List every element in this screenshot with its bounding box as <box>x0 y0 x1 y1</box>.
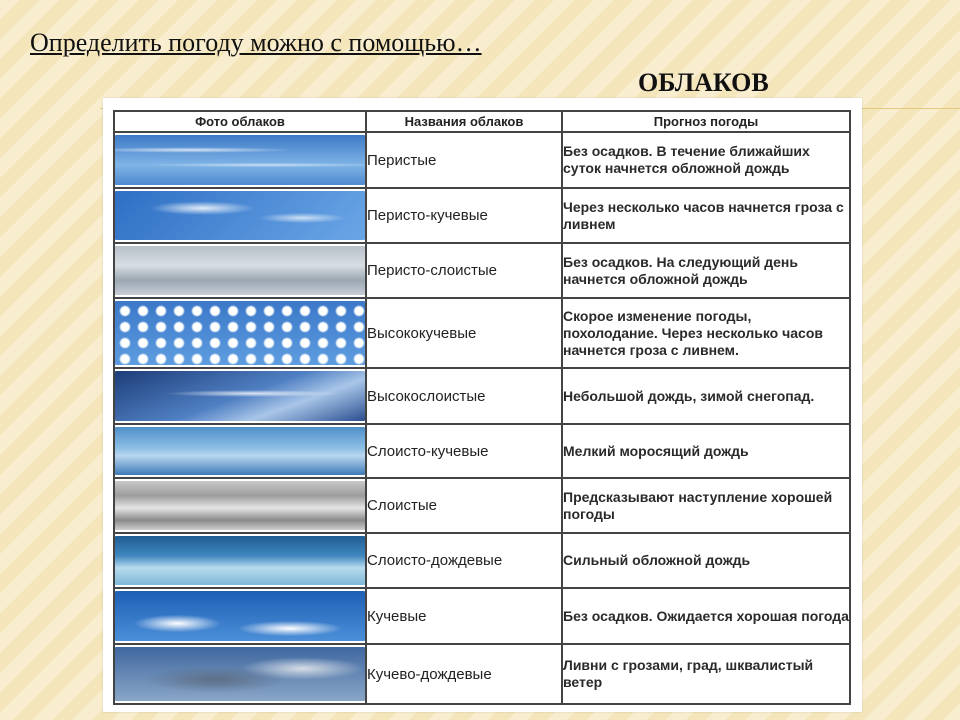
table-row <box>114 243 850 298</box>
photo-cell <box>114 243 366 298</box>
photo-cell <box>114 298 366 368</box>
table-row <box>114 478 850 533</box>
cloud-forecast: Скорое изменение погоды, похолодание. Через несколько часов начнется гроза с ливнем. <box>562 298 850 368</box>
cloud-forecast: Без осадков. Ожидается хорошая погода <box>562 588 850 644</box>
cloud-photo <box>115 536 365 585</box>
cloud-photo <box>115 371 365 421</box>
cloud-name: Перисто-слоистые <box>366 243 562 298</box>
table-card <box>103 98 862 712</box>
photo-cell <box>114 368 366 424</box>
photo-cell <box>114 424 366 478</box>
table-header-row <box>114 111 850 132</box>
table-row <box>114 132 850 188</box>
header-forecast: Прогноз погоды <box>562 111 850 132</box>
table-row <box>114 424 850 478</box>
cloud-name: Слоистые <box>366 478 562 533</box>
cloud-forecast: Без осадков. На следующий день начнется обложной дождь <box>562 243 850 298</box>
cloud-photo <box>115 427 365 475</box>
table-row <box>114 644 850 704</box>
cloud-forecast: Сильный обложной дождь <box>562 533 850 588</box>
cloud-photo <box>115 481 365 530</box>
cloud-photo <box>115 647 365 701</box>
table-row <box>114 588 850 644</box>
cloud-forecast: Небольшой дождь, зимой снегопад. <box>562 368 850 424</box>
table-row <box>114 298 850 368</box>
cloud-name: Высококучевые <box>366 298 562 368</box>
cloud-name: Слоисто-кучевые <box>366 424 562 478</box>
cloud-forecast: Через несколько часов начнется гроза с ливнем <box>562 188 850 243</box>
cloud-name: Перистые <box>366 132 562 188</box>
cloud-photo <box>115 246 365 295</box>
clouds-table <box>113 110 851 705</box>
cloud-forecast: Предсказывают наступление хорошей погоды <box>562 478 850 533</box>
slide-subheading: ОБЛАКОВ <box>638 68 769 97</box>
photo-cell <box>114 588 366 644</box>
photo-cell <box>114 533 366 588</box>
cloud-name: Перисто-кучевые <box>366 188 562 243</box>
cloud-photo <box>115 135 365 185</box>
header-photo: Фото облаков <box>114 111 366 132</box>
table-row <box>114 188 850 243</box>
photo-cell <box>114 188 366 243</box>
table-row <box>114 368 850 424</box>
cloud-forecast: Ливни с грозами, град, шквалистый ветер <box>562 644 850 704</box>
photo-cell <box>114 132 366 188</box>
cloud-forecast: Мелкий моросящий дождь <box>562 424 850 478</box>
cloud-name: Высокослоистые <box>366 368 562 424</box>
table-row <box>114 533 850 588</box>
cloud-forecast: Без осадков. В течение ближайших суток начнется обложной дождь <box>562 132 850 188</box>
cloud-photo <box>115 591 365 641</box>
cloud-name: Слоисто-дождевые <box>366 533 562 588</box>
cloud-name: Кучевые <box>366 588 562 644</box>
header-name: Названия облаков <box>366 111 562 132</box>
photo-cell <box>114 644 366 704</box>
cloud-photo <box>115 301 365 365</box>
cloud-name: Кучево-дождевые <box>366 644 562 704</box>
photo-cell <box>114 478 366 533</box>
slide-heading: Определить погоду можно с помощью… <box>30 28 482 57</box>
cloud-photo <box>115 191 365 240</box>
